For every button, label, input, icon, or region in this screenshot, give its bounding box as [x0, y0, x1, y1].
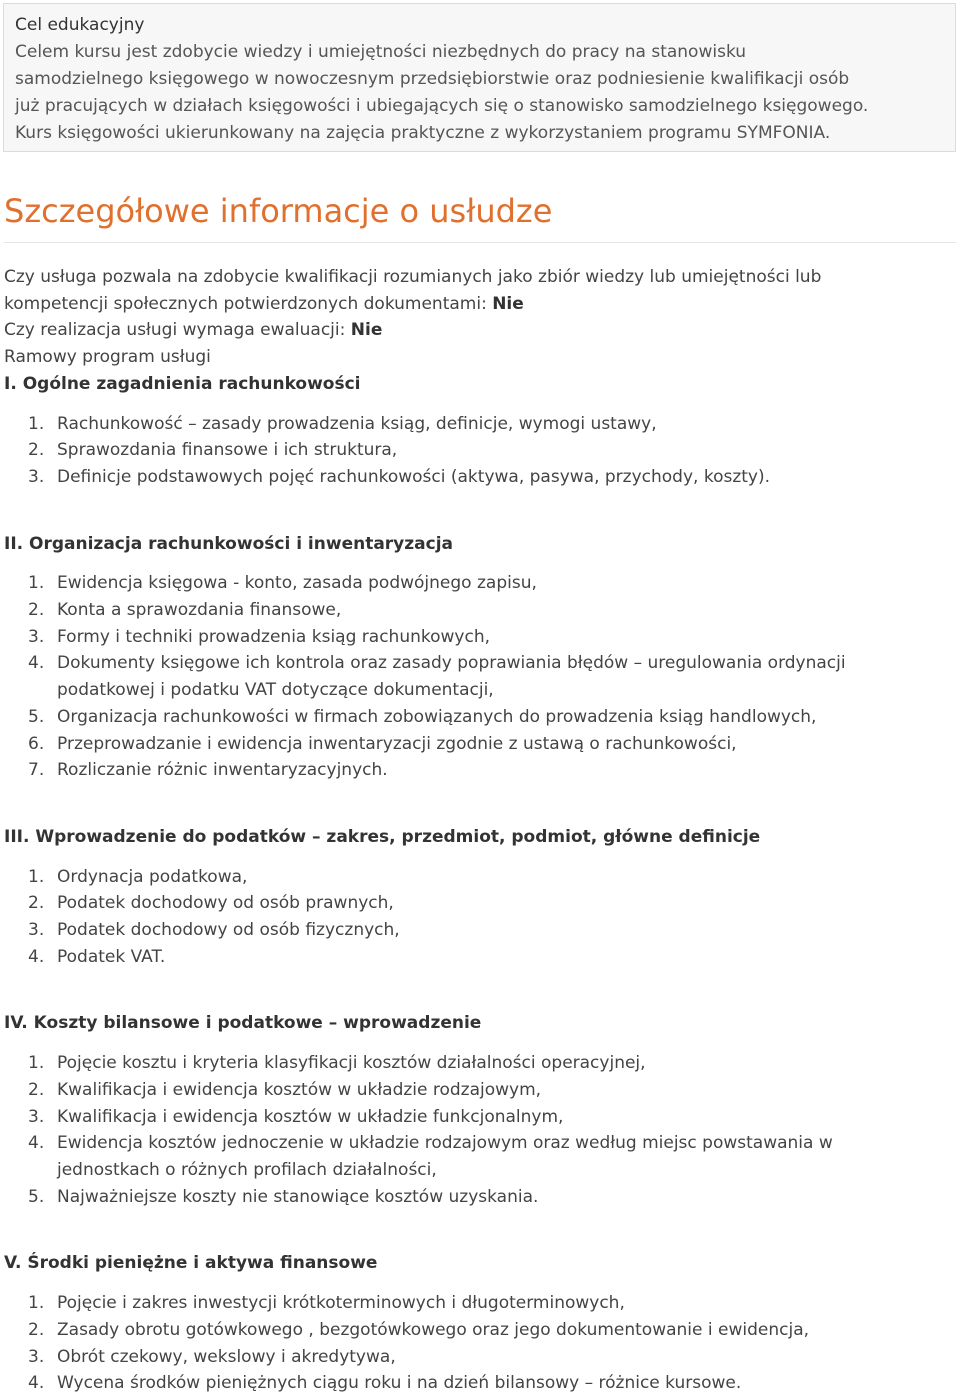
- section-title-spacer: [4, 1277, 952, 1290]
- list-item-text: Organizacja rachunkowości w firmach zobowiązanych do prowadzenia ksiąg handlowych,: [57, 706, 817, 727]
- list-item-number: 2.: [28, 440, 45, 461]
- list-item-number: 3.: [28, 626, 45, 647]
- list-item-text: Najważniejsze koszty nie stanowiące kosztów uzyskania.: [57, 1186, 539, 1207]
- list-item-text: Rozliczanie różnic inwentaryzacyjnych.: [57, 760, 388, 781]
- list-item-number: 4.: [28, 1133, 45, 1154]
- section-title: V. Środki pieniężne i aktywa finansowe: [4, 1253, 378, 1274]
- list-item: [4, 624, 952, 651]
- section-title: IV. Koszty bilansowe i podatkowe – wprowadzenie: [4, 1013, 482, 1034]
- list-item-text: Przeprowadzanie i ewidencja inwentaryzacji zgodnie z ustawą o rachunkowości,: [57, 733, 737, 754]
- list-item-number: 6.: [28, 733, 45, 754]
- list-item: [4, 1184, 952, 1211]
- list-item-text: Pojęcie i zakres inwestycji krótkoterminowych i długoterminowych,: [57, 1293, 625, 1314]
- list-item: [4, 411, 952, 438]
- section-title-spacer: [4, 398, 952, 411]
- list-item-number: 3.: [28, 1346, 45, 1367]
- educational-goal-line: samodzielnego księgowego w nowoczesnym przedsiębiorstwie oraz podniesienie kwalifikacji osób: [15, 69, 850, 89]
- list-item: [4, 731, 952, 758]
- list-item: [4, 1370, 952, 1397]
- educational-goal-box: [3, 3, 956, 152]
- list-item: [4, 704, 952, 731]
- list-item-number: 1.: [28, 1053, 45, 1074]
- list-item-text: Kwalifikacja i ewidencja kosztów w układzie rodzajowym,: [57, 1079, 542, 1100]
- list-item-number: 3.: [28, 466, 45, 487]
- section-spacer: [4, 491, 952, 531]
- section-title-spacer: [4, 557, 952, 570]
- details-heading: Szczegółowe informacje o usłudze: [4, 192, 553, 230]
- list-item: [4, 437, 952, 464]
- section-title: II. Organizacja rachunkowości i inwentaryzacja: [4, 533, 454, 554]
- section-list: [4, 1290, 952, 1397]
- list-item-text: Definicje podstawowych pojęć rachunkowości (aktywa, pasywa, przychody, koszty).: [57, 466, 771, 487]
- educational-goal-line: Celem kursu jest zdobycie wiedzy i umiejętności niezbędnych do pracy na stanowisku: [15, 42, 747, 62]
- section-list: [4, 864, 952, 971]
- list-item-number: 3.: [28, 920, 45, 941]
- section-spacer: [4, 970, 952, 1010]
- list-item-number: 4.: [28, 946, 45, 967]
- section-list: [4, 1050, 952, 1210]
- program-label: Ramowy program usługi: [4, 347, 211, 368]
- section-spacer: [4, 1210, 952, 1250]
- list-item-text: Konta a sprawozdania finansowe,: [57, 600, 342, 621]
- section-title-spacer: [4, 851, 952, 864]
- list-item-number: 4.: [28, 1373, 45, 1394]
- list-item: [4, 890, 952, 917]
- list-item-number: 2.: [28, 1079, 45, 1100]
- list-item-number: 1.: [28, 866, 45, 887]
- list-item-number: 5.: [28, 706, 45, 727]
- list-item: [4, 650, 952, 703]
- list-item-text: Formy i techniki prowadzenia ksiąg rachunkowych,: [57, 626, 490, 647]
- qualification-question-line: Czy usługa pozwala na zdobycie kwalifikacji rozumianych jako zbiór wiedzy lub umiejętności lub: [4, 267, 822, 287]
- service-details: [4, 264, 952, 1397]
- list-item-text: Sprawozdania finansowe i ich struktura,: [57, 440, 398, 461]
- list-item-text: Rachunkowość – zasady prowadzenia ksiąg, definicje, wymogi ustawy,: [57, 413, 657, 434]
- qualification-question-text: kompetencji społecznych potwierdzonych dokumentami:: [4, 293, 493, 314]
- list-item-text: Dokumenty księgowe ich kontrola oraz zasady poprawiania błędów – uregulowania ordynacji: [57, 653, 846, 674]
- list-item-number: 1.: [28, 413, 45, 434]
- section-title: III. Wprowadzenie do podatków – zakres, przedmiot, podmiot, główne definicje: [4, 826, 761, 847]
- list-item-number: 4.: [28, 653, 45, 674]
- educational-goal-title: Cel edukacyjny: [15, 15, 145, 35]
- educational-goal-line: Kurs księgowości ukierunkowany na zajęcia praktyczne z wykorzystaniem programu SYMFONIA.: [15, 123, 831, 143]
- list-item-text: Pojęcie kosztu i kryteria klasyfikacji kosztów działalności operacyjnej,: [57, 1053, 646, 1074]
- evaluation-question: [4, 317, 952, 344]
- section-list: [4, 570, 952, 784]
- list-item: [4, 570, 952, 597]
- list-item-text: Podatek dochodowy od osób prawnych,: [57, 893, 394, 914]
- list-item: [4, 917, 952, 944]
- list-item-text: Podatek dochodowy od osób fizycznych,: [57, 920, 400, 941]
- list-item-number: 1.: [28, 1293, 45, 1314]
- list-item-number: 7.: [28, 760, 45, 781]
- list-item: [4, 1344, 952, 1371]
- list-item: [4, 864, 952, 891]
- list-item-text: Kwalifikacja i ewidencja kosztów w układzie funkcjonalnym,: [57, 1106, 564, 1127]
- list-item-text: Ordynacja podatkowa,: [57, 866, 248, 887]
- list-item-number: 5.: [28, 1186, 45, 1207]
- list-item: [4, 944, 952, 971]
- list-item-number: 2.: [28, 600, 45, 621]
- list-item-text: Obrót czekowy, wekslowy i akredytywa,: [57, 1346, 396, 1367]
- evaluation-answer: Nie: [350, 320, 383, 341]
- list-item-number: 1.: [28, 573, 45, 594]
- list-item-text: Podatek VAT.: [57, 946, 166, 967]
- list-item-text: Ewidencja księgowa - konto, zasada podwójnego zapisu,: [57, 573, 537, 594]
- list-item: [4, 1130, 952, 1183]
- educational-goal-line: już pracujących w działach księgowości i ubiegających się o stanowisko samodzielnego księgowego.: [15, 96, 869, 116]
- list-item-number: 3.: [28, 1106, 45, 1127]
- section-spacer: [4, 784, 952, 824]
- list-item: [4, 597, 952, 624]
- list-item-text: jednostkach o różnych profilach działalności,: [57, 1159, 437, 1180]
- section-list: [4, 411, 952, 491]
- list-item-text: Zasady obrotu gotówkowego , bezgotówkowego oraz jego dokumentowanie i ewidencja,: [57, 1319, 810, 1340]
- qualification-answer: Nie: [492, 293, 524, 314]
- heading-divider: [4, 242, 956, 243]
- list-item-text: podatkowej i podatku VAT dotyczące dokumentacji,: [57, 680, 494, 701]
- list-item-text: Wycena środków pieniężnych ciągu roku i na dzień bilansowy – różnice kursowe.: [57, 1373, 742, 1394]
- list-item-number: 2.: [28, 1319, 45, 1340]
- list-item: [4, 1104, 952, 1131]
- program-sections: [4, 371, 952, 1397]
- list-item: [4, 1050, 952, 1077]
- list-item-number: 2.: [28, 893, 45, 914]
- section-title-spacer: [4, 1037, 952, 1050]
- list-item-text: Ewidencja kosztów jednoczenie w układzie rodzajowym oraz według miejsc powstawania w: [57, 1133, 833, 1154]
- list-item: [4, 757, 952, 784]
- list-item: [4, 1077, 952, 1104]
- list-item: [4, 1290, 952, 1317]
- qualification-question-line: [4, 291, 952, 318]
- list-item: [4, 1317, 952, 1344]
- section-title: I. Ogólne zagadnienia rachunkowości: [4, 373, 361, 394]
- evaluation-question-text: Czy realizacja usługi wymaga ewaluacji:: [4, 320, 351, 341]
- list-item: [4, 464, 952, 491]
